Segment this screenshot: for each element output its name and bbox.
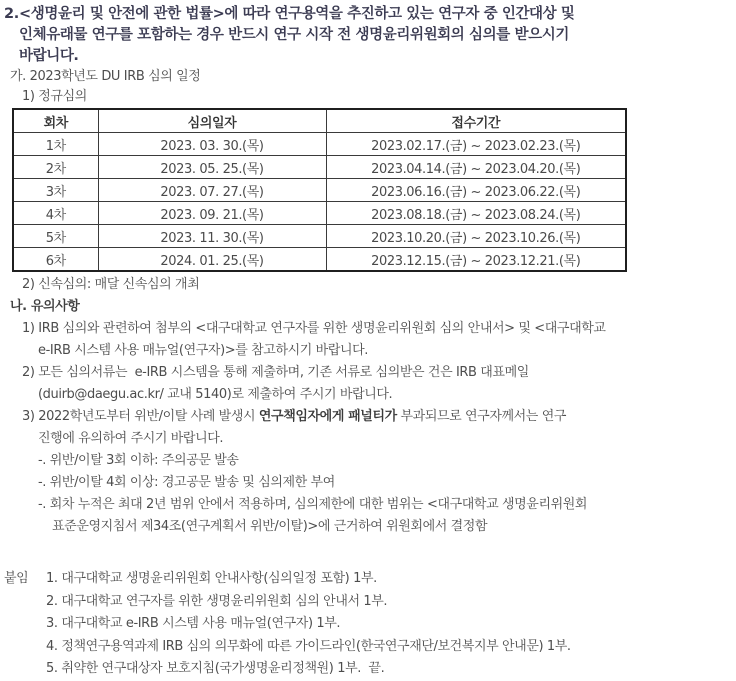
intro-line-1: <생명윤리 및 안전에 관한 법률>에 따라 연구용역을 추진하고 있는 연구자 중 인간대상 및 [19,6,575,22]
round-cell: 4차 [13,202,98,225]
table-row [13,225,626,248]
dash-item-3-line-2: 표준운영지침서 제34조(연구계획서 위반/이탈)>에 근거하여 위원회에서 결정함 [52,519,488,534]
review-date-cell: 2023. 11. 30.(목) [98,225,326,248]
submission-period-cell: 2023.04.14.(금) ~ 2023.04.20.(목) [326,156,626,179]
intro-paragraph [0,4,736,67]
attachments-section [0,568,736,681]
intro-number: 2. [4,6,19,22]
round-cell: 6차 [13,248,98,272]
round-cell: 2차 [13,156,98,179]
header-round: 회차 [13,109,98,133]
table-row [13,156,626,179]
review-date-cell: 2023. 03. 30.(목) [98,133,326,156]
section-ga-title: 가. 2023학년도 DU IRB 심의 일정 [10,69,201,84]
table-row [13,202,626,225]
regular-review-label: 1) 정규심의 [22,89,87,104]
attachments-list [46,568,736,681]
attachment-item: 1. 대구대학교 생명윤리위원회 안내사항(심의일정 포함) 1부. [46,571,377,586]
submission-period-cell: 2023.02.17.(금) ~ 2023.02.23.(목) [326,133,626,156]
intro-text [19,4,575,67]
attachment-item: 5. 취약한 연구대상자 보호지침(국가생명윤리정책원) 1부. 끝. [46,661,385,676]
intro-line-2: 인체유래물 연구를 포함하는 경우 반드시 연구 시작 전 생명윤리위원회의 심의를 받으시기 [19,27,569,43]
submission-period-cell: 2023.06.16.(금) ~ 2023.06.22.(목) [326,179,626,202]
table-row [13,133,626,156]
submission-period-cell: 2023.10.20.(금) ~ 2023.10.26.(목) [326,225,626,248]
dash-item-3-line-1: -. 회차 누적은 최대 2년 범위 안에서 적용하며, 심의제한에 대한 범위는 <대구대학교 생명윤리위원회 [38,497,588,512]
intro-line-3: 바랍니다. [19,48,79,64]
review-date-cell: 2023. 05. 25.(목) [98,156,326,179]
review-date-cell: 2024. 01. 25.(목) [98,248,326,272]
note1-line-2: e-IRB 시스템 사용 매뉴얼(연구자)>를 참고하시기 바랍니다. [38,343,369,358]
section-na-title: 나. 유의사항 [10,299,80,314]
table-header-row [13,109,626,133]
note3-penalty-bold: 연구책임자에게 패널티가 [258,409,397,424]
expedited-review-label: 2) 신속심의: 매달 신속심의 개최 [22,277,200,292]
attachment-item: 3. 대구대학교 e-IRB 시스템 사용 매뉴얼(연구자) 1부. [46,616,341,631]
section-gap [0,538,736,568]
note3-text-post: 부과되므로 연구자께서는 연구 [396,409,567,424]
review-date-cell: 2023. 07. 27.(목) [98,179,326,202]
header-review-date: 심의일자 [98,109,326,133]
submission-period-cell: 2023.12.15.(금) ~ 2023.12.21.(목) [326,248,626,272]
note1-line-1: 1) IRB 심의와 관련하여 첨부의 <대구대학교 연구자를 위한 생명윤리위원회 심의 안내서> 및 <대구대학교 [22,321,606,336]
attachment-item: 2. 대구대학교 연구자를 위한 생명윤리위원회 심의 안내서 1부. [46,593,388,609]
submission-period-cell: 2023.08.18.(금) ~ 2023.08.24.(목) [326,202,626,225]
header-submission-period: 접수기간 [326,109,626,133]
table-row [13,179,626,202]
note2-line-2: (duirb@daegu.ac.kr/ 교내 5140)로 제출하여 주시기 바랍니다. [38,387,393,402]
round-cell: 1차 [13,133,98,156]
note2-line-1: 2) 모든 심의서류는 e-IRB 시스템을 통해 제출하며, 기존 서류로 심의받은 건은 IRB 대표메일 [22,365,529,380]
note3-line-1 [0,406,736,428]
dash-item-1: -. 위반/이탈 3회 이하: 주의공문 발송 [38,453,239,468]
table-row [13,248,626,272]
attachment-item: 4. 정책연구용역과제 IRB 심의 의무화에 따른 가이드라인(한국연구재단/보건복지부 안내문) 1부. [46,638,571,654]
note3-text-pre: 3) 2022학년도부터 위반/이탈 사례 발생시 [22,409,259,424]
attachments-label: 붙임 [4,571,29,586]
review-date-cell: 2023. 09. 21.(목) [98,202,326,225]
round-cell: 5차 [13,225,98,248]
note3-line-2: 진행에 유의하여 주시기 바랍니다. [38,431,224,446]
irb-schedule-table [12,108,627,272]
round-cell: 3차 [13,179,98,202]
dash-item-2: -. 위반/이탈 4회 이상: 경고공문 발송 및 심의제한 부여 [38,475,335,490]
